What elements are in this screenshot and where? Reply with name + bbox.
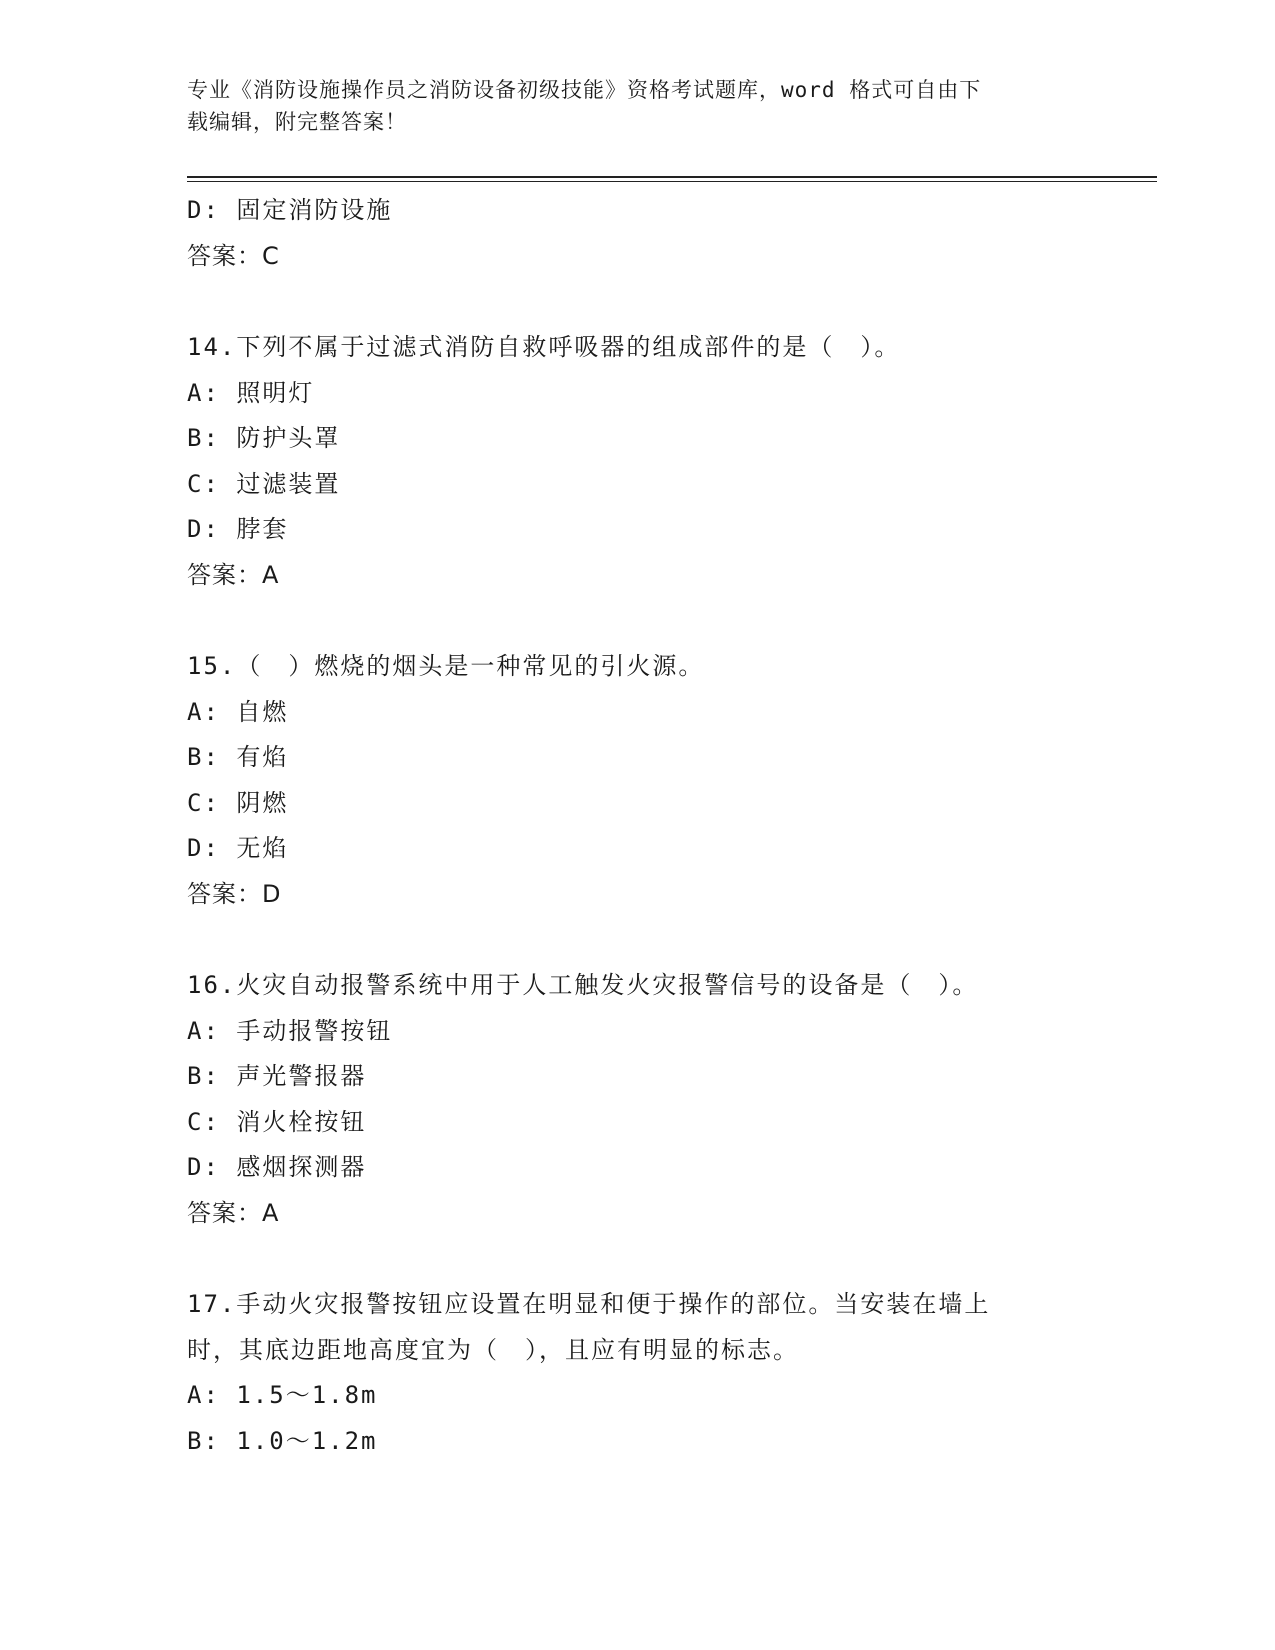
option-c: C: 阴燃: [187, 788, 289, 817]
spacer: [187, 917, 1087, 963]
option-a: A: 自燃: [187, 697, 289, 726]
spacer: [187, 1236, 1087, 1282]
option-d: D: 感烟探测器: [187, 1153, 367, 1181]
question-16: [187, 963, 1087, 1236]
option-d: D: 固定消防设施: [187, 196, 393, 224]
question-14: [187, 325, 1087, 598]
question-list: [187, 188, 1087, 1464]
spacer: [187, 598, 1087, 644]
option-b: B: 防护头罩: [187, 424, 341, 452]
answer-line: 答案：D: [187, 879, 282, 908]
answer-line: 答案：C: [187, 241, 280, 270]
spacer: [187, 279, 1087, 325]
document-header: [187, 74, 1087, 138]
option-d: D: 无焰: [187, 834, 289, 862]
header-divider: [187, 176, 1157, 182]
question-stem-line-1: 17.手动火灾报警按钮应设置在明显和便于操作的部位。当安装在墙上: [187, 1290, 991, 1318]
question-stem: 14.下列不属于过滤式消防自救呼吸器的组成部件的是（ ）。: [187, 333, 901, 361]
option-a: A: 照明灯: [187, 378, 315, 407]
option-a: A: 手动报警按钮: [187, 1016, 393, 1045]
option-c: C: 消火栓按钮: [187, 1107, 367, 1136]
header-line-2: 载编辑，附完整答案！: [187, 110, 407, 134]
question-stem-line-2: 时，其底边距地高度宜为（ ），且应有明显的标志。: [187, 1335, 799, 1364]
question-stem: 15.（ ）燃烧的烟头是一种常见的引火源。: [187, 652, 705, 680]
question-15: [187, 644, 1087, 917]
question-17: [187, 1282, 1087, 1464]
option-c: C: 过滤装置: [187, 469, 341, 498]
question-stem: 16.火灾自动报警系统中用于人工触发火灾报警信号的设备是（ ）。: [187, 971, 979, 999]
option-a: A: 1.5～1.8m: [187, 1381, 378, 1409]
option-d: D: 脖套: [187, 515, 289, 543]
answer-line: 答案：A: [187, 560, 280, 589]
header-line-1: 专业《消防设施操作员之消防设备初级技能》资格考试题库，word 格式可自由下: [187, 78, 982, 102]
option-b: B: 声光警报器: [187, 1062, 367, 1090]
option-b: B: 有焰: [187, 743, 289, 771]
answer-line: 答案：A: [187, 1198, 280, 1227]
option-b: B: 1.0～1.2m: [187, 1426, 378, 1455]
